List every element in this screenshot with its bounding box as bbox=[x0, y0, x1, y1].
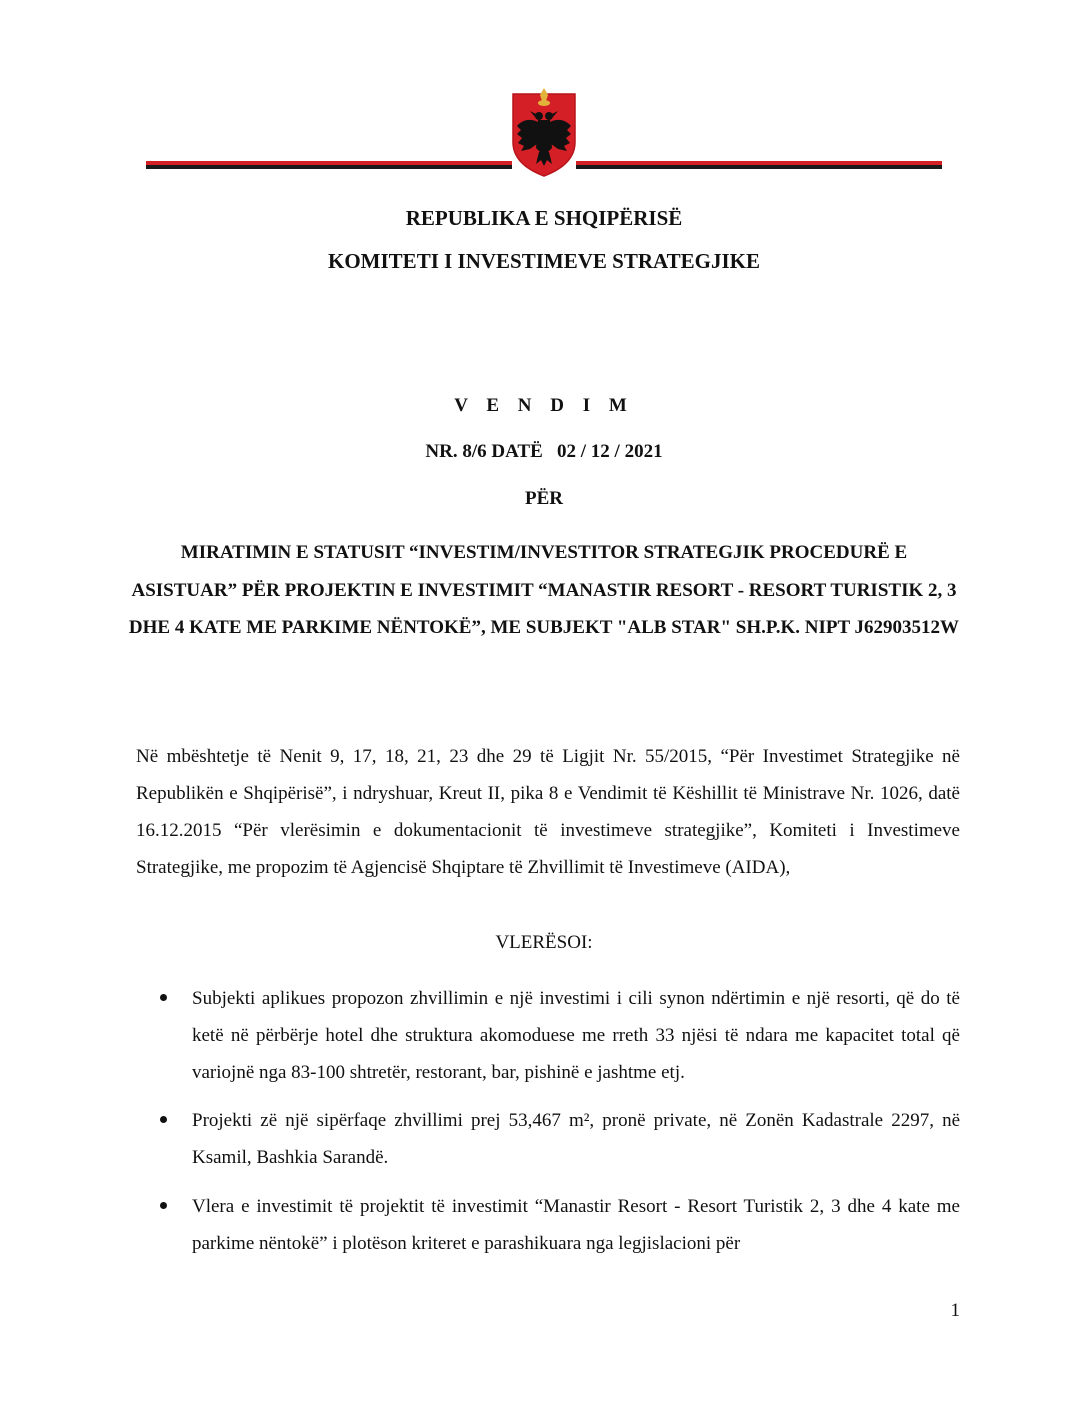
decision-subject: MIRATIMIN E STATUSIT “INVESTIM/INVESTITOR STRATEGJIK PROCEDURË E ASISTUAR” PËR PROJEKTIN E INVESTIMIT “MANASTIR RESORT - RESORT TURISTIK 2, 3 DHE 4 KATE ME PARKIME NËNTOKË”, ME SUBJEKT "ALB STAR" SH.P.K. NIPT J62903512W bbox=[128, 542, 960, 638]
header-rule-left bbox=[146, 161, 512, 169]
bullet-icon bbox=[160, 1116, 167, 1123]
albania-coat-of-arms-icon bbox=[510, 86, 578, 178]
committee-heading: KOMITETI I INVESTIMEVE STRATEGJIKE bbox=[328, 249, 760, 273]
decision-per: PËR bbox=[525, 488, 563, 509]
country-heading: REPUBLIKA E SHQIPËRISË bbox=[405, 206, 683, 230]
bullet-icon bbox=[160, 994, 167, 1001]
vleresoi-heading: VLERËSOI: bbox=[495, 932, 593, 953]
list-item-text: Projekti zë një sipërfaqe zhvillimi prej 53,467 m², pronë private, në Zonën Kadastrale 2297, në Ksamil, Bashkia Sarandë. bbox=[192, 1110, 960, 1168]
decision-title: V E N D I M bbox=[454, 395, 634, 416]
decision-number: NR. 8/6 DATË 02 / 12 / 2021 bbox=[425, 441, 663, 462]
bullet-icon bbox=[160, 1202, 167, 1209]
list-item-text: Subjekti aplikues propozon zhvillimin e një investimi i cili synon ndërtimin e një resorti, që do të ketë në përbërje hotel dhe struktura akomoduese me rreth 33 njësi të ndara me kapacitet total që variojnë nga 83-100 shtretër, restorant, bar, pishinë e jashtme etj. bbox=[192, 988, 960, 1083]
list-item-text: Vlera e investimit të projektit të investimit “Manastir Resort - Resort Turistik 2, 3 dhe 4 kate me parkime nëntokë” i plotëson kriteret e parashikuara nga legjislacioni për bbox=[192, 1196, 960, 1254]
header-rule-right bbox=[576, 161, 942, 169]
intro-paragraph: Në mbështetje të Nenit 9, 17, 18, 21, 23 dhe 29 të Ligjit Nr. 55/2015, “Për Investimet Strategjike në Republikën e Shqipërisë”, i ndryshuar, Kreut II, pika 8 e Vendimit të Këshillit të Ministrave Nr. 1026, datë 16.12.2015 “Për vlerësimin e dokumentacionit të investimeve strategjike”, Komiteti i Investimeve Strategjike, me propozim të Agjencisë Shqiptare të Zhvillimit të Investimeve (AIDA), bbox=[136, 746, 960, 878]
page-number: 1 bbox=[950, 1300, 960, 1321]
